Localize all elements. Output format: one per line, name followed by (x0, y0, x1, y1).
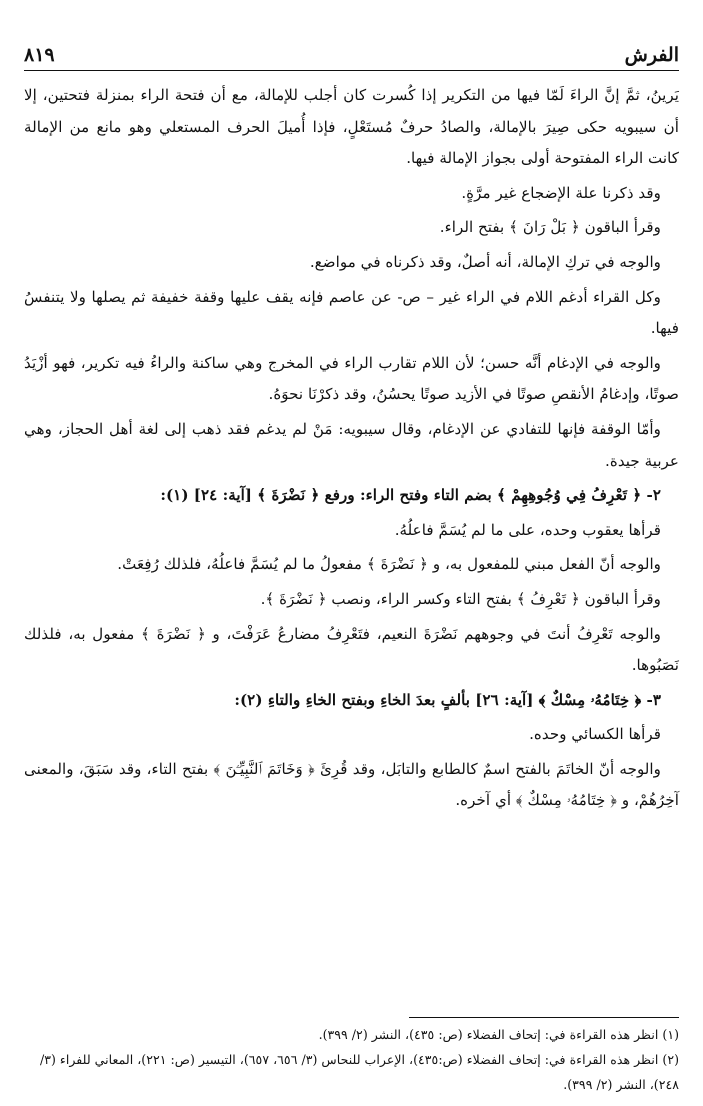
running-title: الفرش (624, 44, 679, 66)
paragraph: والوجه أنّ الفعل مبني للمفعول به، و ﴿ نَضْرَةَ ﴾ مفعولُ ما لم يُسَمَّ فاعلُهُ، فلذلك رُفِعَتْ. (117, 555, 661, 574)
page-header (24, 44, 679, 70)
footnote-rule (409, 1017, 679, 1018)
paragraph: والوجه في الإدغام أنَّه حسن؛ لأن اللام تقارب الراء في المخرج وهي ساكنة والراءُ فيه تكرير، فهو أزْيَدُ صوتًا، وإدغامُ الأنقصِ صوتًا في الأزيد صوتًا يحسُنُ، وقد ذكرْنَا نحوَهُ. (24, 353, 679, 404)
paragraph: قرأها يعقوب وحده، على ما لم يُسَمَّ فاعلُهُ. (394, 520, 661, 539)
paragraph: وقرأ الباقون ﴿ بَلْ رَانَ ﴾ بفتح الراء. (439, 218, 661, 237)
section-heading: ٢- ﴿ تَعْرِفُ فِي وُجُوهِهِمْ ﴾ بضم التاء وفتح الراء: ورفع ﴿ نَضْرَةَ ﴾ [آية: ٢٤] (١): (160, 486, 661, 505)
paragraph: وقرأ الباقون ﴿ تَعْرِفُ ﴾ بفتح التاء وكسر الراء، ونصب ﴿ نَضْرَةَ ﴾. (260, 589, 661, 608)
page-number: ٨١٩ (24, 44, 55, 66)
footnote: (١) انظر هذه القراءة في: إتحاف الفضلاء (ص: ٤٣٥)، النشر (٢/ ٣٩٩). (318, 1027, 679, 1042)
paragraph: والوجه أنّ الخاتَمَ بالفتح اسمٌ كالطابع والتابَل، وقد قُرِئَ ﴿ وَخَاتَمَ ٱلنَّبِيِّـۧنَ ﴾ بفتح التاء، وقد سَبَقَ، والمعنى آخِرُهُمْ، و ﴿ خِتَامُهُۥ مِسْكٌ ﴾ أي آخره. (24, 759, 679, 810)
paragraph: والوجه في تركِ الإمالة، أنه أصلٌ، وقد ذكرناه في مواضع. (309, 252, 661, 271)
main-text (24, 80, 679, 820)
footnote: (٢) انظر هذه القراءة في: إتحاف الفضلاء (ص:٤٣٥)، الإعراب للنحاس (٣/ ٦٥٦، ٦٥٧)، التيسير (ص: ٢٢١)، المعاني للفراء (٣/ ٢٤٨)، النشر (٢/ ٣٩٩). (40, 1052, 679, 1092)
paragraph: وكل القراء أدغم اللام في الراء غير – ص- عن عاصم فإنه يقف عليها وقفة خفيفة ثم يصلها ولا يتنفسُ فيها. (24, 287, 679, 338)
paragraph: وقد ذكرنا علة الإضجاع غير مرَّةٍ. (461, 183, 661, 202)
paragraph: قرأها الكسائي وحده. (529, 725, 661, 744)
footnotes (24, 1022, 679, 1097)
paragraph: يَرينُ، ثمَّ إنَّ الراءَ لَمّا فيها من التكرير إذا كُسرت كان أجلب للإمالة، مع أن فتحة الراء بمنزلة فتحتين، إلا أن سيبويه حكى صِيرَ بالإمالة، والصادُ حرفٌ مُستَعْلٍ، فإذا أُميلَ الحرف المستعلي وهو مانع من الإمالة كانت الراء المفتوحة أولى بجواز الإمالة فيها. (24, 86, 679, 168)
paragraph: وأمّا الوقفة فإنها للتفادي عن الإدغام، وقال سيبويه: مَنْ لم يدغم فقد ذهب إلى لغة أهل الحجاز، وهي عربية جيدة. (24, 419, 679, 470)
paragraph: والوجه تَعْرِفُ أنتَ في وجوههم نَضْرَةَ النعيم، فتَعْرِفُ مضارعُ عَرَفْتَ، و ﴿ نَضْرَةَ ﴾ مفعول به، فلذلك نَصَبُوها. (24, 624, 679, 675)
header-rule (24, 70, 679, 71)
section-heading: ٣- ﴿ خِتَامُهُۥ مِسْكٌ ﴾ [آية: ٢٦] بألفٍ بعدَ الخاءِ وبفتح الخاءِ والتاءِ (٢): (234, 690, 661, 709)
